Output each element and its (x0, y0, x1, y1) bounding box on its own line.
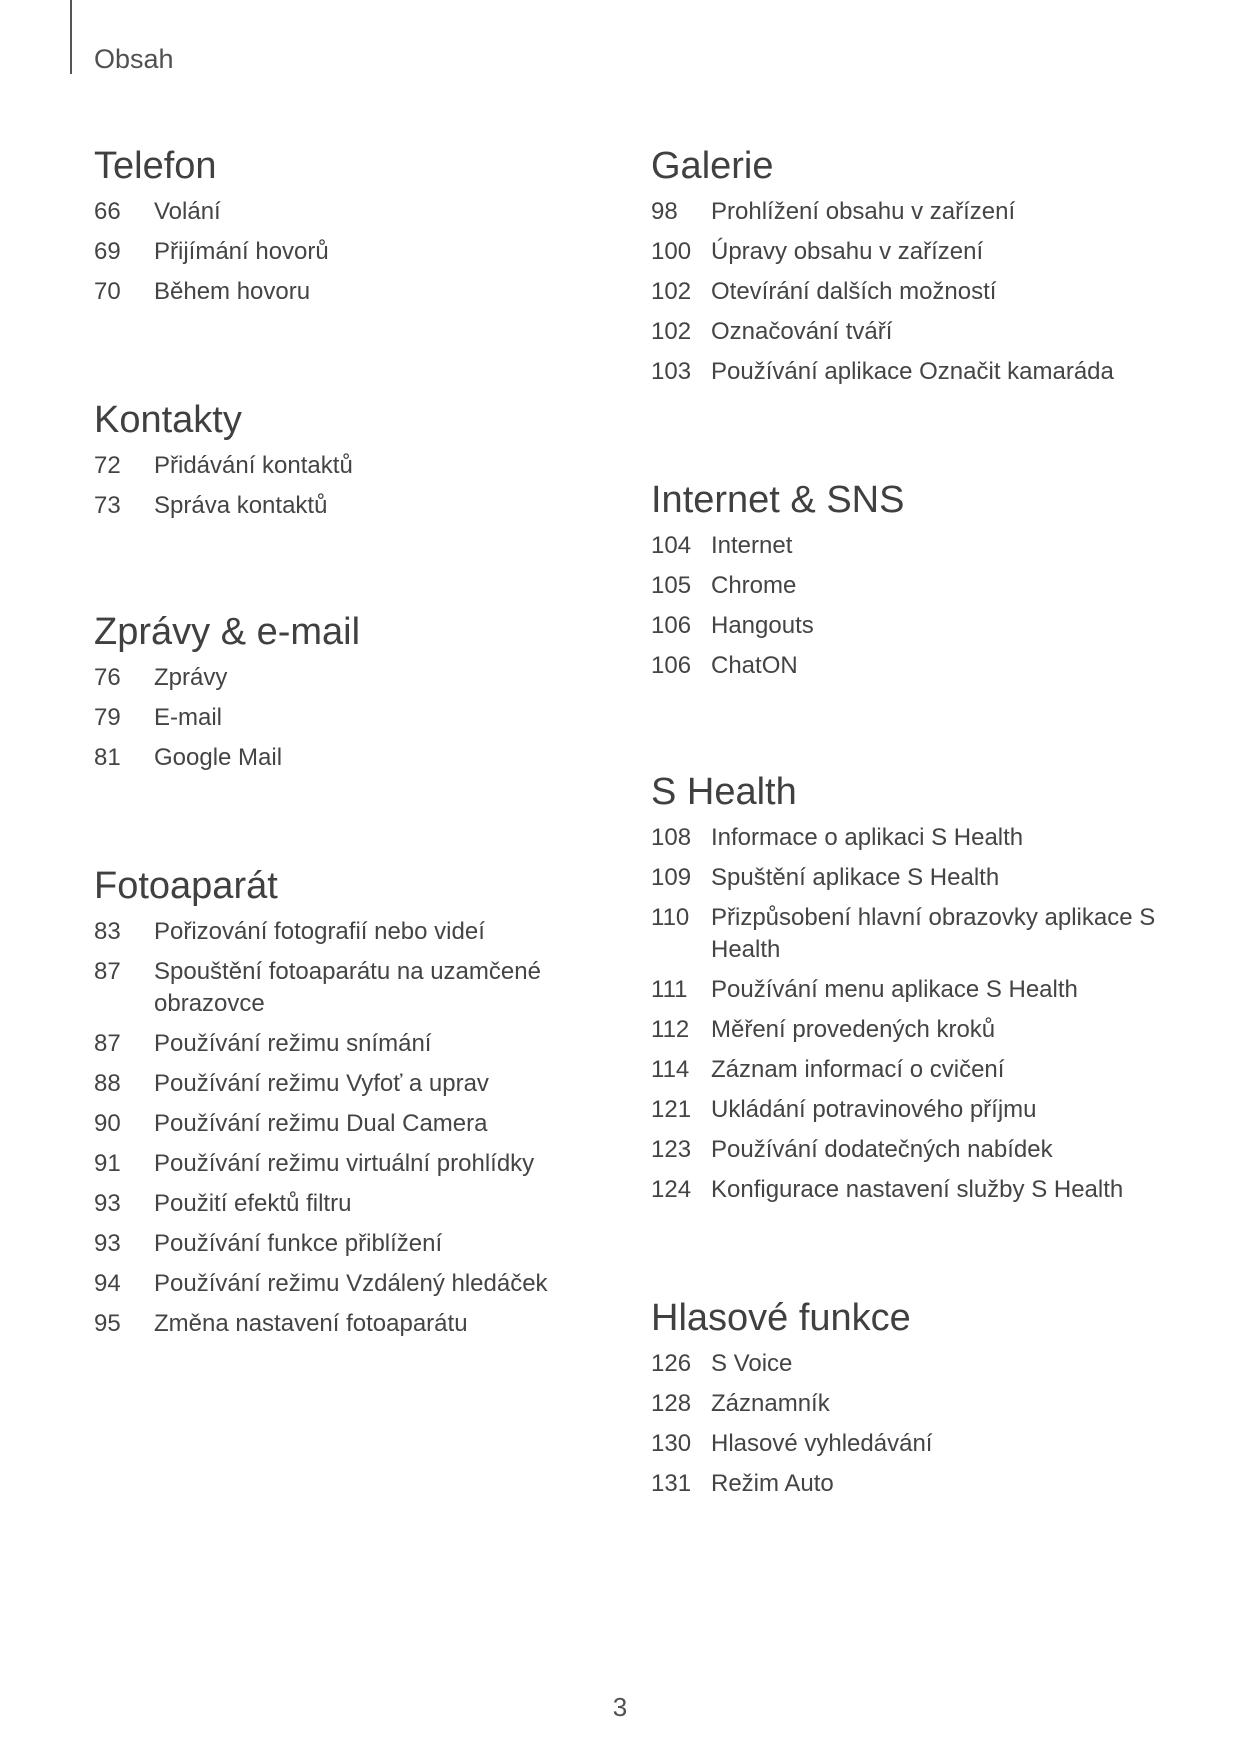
page-number: 98 (651, 198, 678, 225)
page-number: 88 (94, 1070, 121, 1097)
toc-entry[interactable] (651, 1054, 1171, 1086)
entry-title: Zprávy (154, 664, 228, 691)
section-title: Telefon (94, 145, 217, 187)
entry-title: Chrome (711, 572, 797, 599)
page-number: 111 (651, 976, 688, 1003)
page-number: 94 (94, 1270, 121, 1297)
toc-section-kontakty (94, 396, 594, 530)
entry-title: Hangouts (711, 612, 814, 639)
entry-title: Používání režimu snímání (154, 1030, 432, 1057)
entry-title: Internet (711, 532, 793, 559)
page-number: 100 (651, 238, 692, 265)
toc-entry[interactable] (651, 822, 1171, 854)
toc-section-hlasove-funkce (651, 1294, 1171, 1508)
page-number: 128 (651, 1390, 692, 1417)
page-number: 126 (651, 1350, 692, 1377)
entry-title: Používání dodatečných nabídek (711, 1136, 1053, 1163)
entry-title: Používání menu aplikace S Health (711, 976, 1078, 1003)
page-number: 112 (651, 1016, 690, 1043)
page-number: 121 (651, 1096, 692, 1123)
section-title: Hlasové funkce (651, 1297, 911, 1339)
toc-entry[interactable] (94, 1148, 594, 1180)
entry-title: Prohlížení obsahu v zařízení (711, 198, 1016, 225)
entry-title: Úpravy obsahu v zařízení (711, 238, 984, 265)
toc-entry[interactable] (94, 1268, 594, 1300)
toc-section-galerie (651, 142, 1171, 396)
toc-entry[interactable] (651, 356, 1171, 388)
toc-entry[interactable] (94, 956, 594, 1020)
page-number: 79 (94, 704, 121, 731)
entry-title: Ukládání potravinového příjmu (711, 1096, 1037, 1123)
page-number: 114 (651, 1056, 690, 1083)
toc-entry[interactable] (651, 530, 1171, 562)
page-number: 95 (94, 1310, 121, 1337)
toc-entry[interactable] (94, 1068, 594, 1100)
entry-title: Spuštění aplikace S Health (711, 864, 1000, 891)
entry-title: Konfigurace nastavení služby S Health (711, 1176, 1124, 1203)
entry-title: Během hovoru (154, 278, 311, 305)
toc-entry[interactable] (651, 610, 1171, 642)
toc-entry[interactable] (94, 276, 594, 308)
toc-entry[interactable] (651, 902, 1171, 966)
footer-page-number: 3 (612, 1692, 628, 1722)
entry-title: Používání režimu Vzdálený hledáček (154, 1270, 548, 1297)
page-number: 93 (94, 1190, 121, 1217)
toc-entry[interactable] (94, 702, 594, 734)
entry-title: Hlasové vyhledávání (711, 1430, 933, 1457)
entry-title: Správa kontaktů (154, 492, 328, 519)
entry-title: Režim Auto (711, 1470, 834, 1497)
section-title: Zprávy & e-mail (94, 611, 361, 653)
toc-entry[interactable] (94, 236, 594, 268)
page-number: 73 (94, 492, 121, 519)
entry-title: Používání režimu Dual Camera (154, 1110, 488, 1137)
page-number: 124 (651, 1176, 692, 1203)
toc-entry[interactable] (651, 570, 1171, 602)
page-number: 87 (94, 958, 121, 985)
entry-title: Použití efektů filtru (154, 1190, 352, 1217)
toc-entry[interactable] (651, 236, 1171, 268)
entry-title: Informace o aplikaci S Health (711, 824, 1024, 851)
toc-section-s-health (651, 768, 1171, 1214)
toc-entry[interactable] (651, 1094, 1171, 1126)
toc-entry[interactable] (651, 1388, 1171, 1420)
section-title: S Health (651, 771, 797, 813)
toc-entry[interactable] (94, 662, 594, 694)
toc-entry[interactable] (651, 316, 1171, 348)
page-number: 69 (94, 238, 121, 265)
header-rule (70, 0, 72, 74)
page-header-title: Obsah (94, 44, 174, 74)
page-number: 91 (94, 1150, 121, 1177)
entry-title: E-mail (154, 704, 223, 731)
toc-entry[interactable] (94, 196, 594, 228)
section-title: Internet & SNS (651, 479, 905, 521)
entry-title: Používání aplikace Označit kamaráda (711, 358, 1114, 385)
entry-title: Otevírání dalších možností (711, 278, 997, 305)
section-title: Galerie (651, 145, 774, 187)
toc-entry[interactable] (651, 862, 1171, 894)
entry-title: S Voice (711, 1350, 793, 1377)
toc-entry[interactable] (651, 1348, 1171, 1380)
entry-title: Používání funkce přiblížení (154, 1230, 443, 1257)
entry-title: Pořizování fotografií nebo videí (154, 918, 485, 945)
entry-title: Google Mail (154, 744, 283, 771)
toc-entry[interactable] (94, 742, 594, 774)
entry-title: Spouštění fotoaparátu na uzamčené obrazovce (154, 958, 541, 1017)
page-number: 108 (651, 824, 692, 851)
section-title: Fotoaparát (94, 865, 278, 907)
entry-title: Záznamník (711, 1390, 830, 1417)
page-number: 109 (651, 864, 692, 891)
toc-entry[interactable] (651, 1174, 1171, 1206)
page-number: 90 (94, 1110, 121, 1137)
toc-section-telefon (94, 142, 594, 316)
page-number: 106 (651, 612, 692, 639)
page-number: 93 (94, 1230, 121, 1257)
toc-section-zpravy-email (94, 608, 594, 782)
page-number: 110 (651, 904, 690, 931)
section-title: Kontakty (94, 399, 242, 441)
page-number: 83 (94, 918, 121, 945)
page-number: 106 (651, 652, 692, 679)
toc-entry[interactable] (651, 974, 1171, 1006)
toc-section-internet-sns (651, 476, 1171, 690)
entry-title: Používání režimu virtuální prohlídky (154, 1150, 535, 1177)
toc-entry[interactable] (651, 650, 1171, 682)
page-number: 87 (94, 1030, 121, 1057)
entry-title: ChatON (711, 652, 798, 679)
toc-section-fotoaparat (94, 862, 594, 1348)
toc-entry[interactable] (651, 1428, 1171, 1460)
page-number: 76 (94, 664, 121, 691)
toc-entry[interactable] (651, 196, 1171, 228)
page-number: 81 (94, 744, 121, 771)
page-number: 104 (651, 532, 692, 559)
toc-entry[interactable] (94, 1028, 594, 1060)
entry-title: Používání režimu Vyfoť a uprav (154, 1070, 489, 1097)
page-number: 130 (651, 1430, 692, 1457)
toc-entry[interactable] (94, 1228, 594, 1260)
entry-title: Měření provedených kroků (711, 1016, 996, 1043)
entry-title: Volání (154, 198, 221, 225)
entry-title: Přidávání kontaktů (154, 452, 353, 479)
entry-title: Označování tváří (711, 318, 893, 345)
page-number: 102 (651, 318, 692, 345)
page-number: 102 (651, 278, 692, 305)
toc-entry[interactable] (651, 276, 1171, 308)
entry-title: Přijímání hovorů (154, 238, 329, 265)
toc-entry[interactable] (94, 916, 594, 948)
entry-title: Přizpůsobení hlavní obrazovky aplikace S Health (711, 904, 1156, 963)
toc-entry[interactable] (94, 490, 594, 522)
toc-entry[interactable] (94, 1108, 594, 1140)
toc-entry[interactable] (94, 1188, 594, 1220)
toc-entry[interactable] (651, 1014, 1171, 1046)
page-number: 123 (651, 1136, 692, 1163)
entry-title: Změna nastavení fotoaparátu (154, 1310, 468, 1337)
page-number: 72 (94, 452, 121, 479)
toc-entry[interactable] (94, 450, 594, 482)
page-number: 131 (651, 1470, 692, 1497)
page-number: 66 (94, 198, 121, 225)
page-number: 103 (651, 358, 692, 385)
page-number: 105 (651, 572, 692, 599)
toc-entry[interactable] (651, 1134, 1171, 1166)
toc-entry[interactable] (94, 1308, 594, 1340)
page-number: 70 (94, 278, 121, 305)
toc-entry[interactable] (651, 1468, 1171, 1500)
entry-title: Záznam informací o cvičení (711, 1056, 1005, 1083)
